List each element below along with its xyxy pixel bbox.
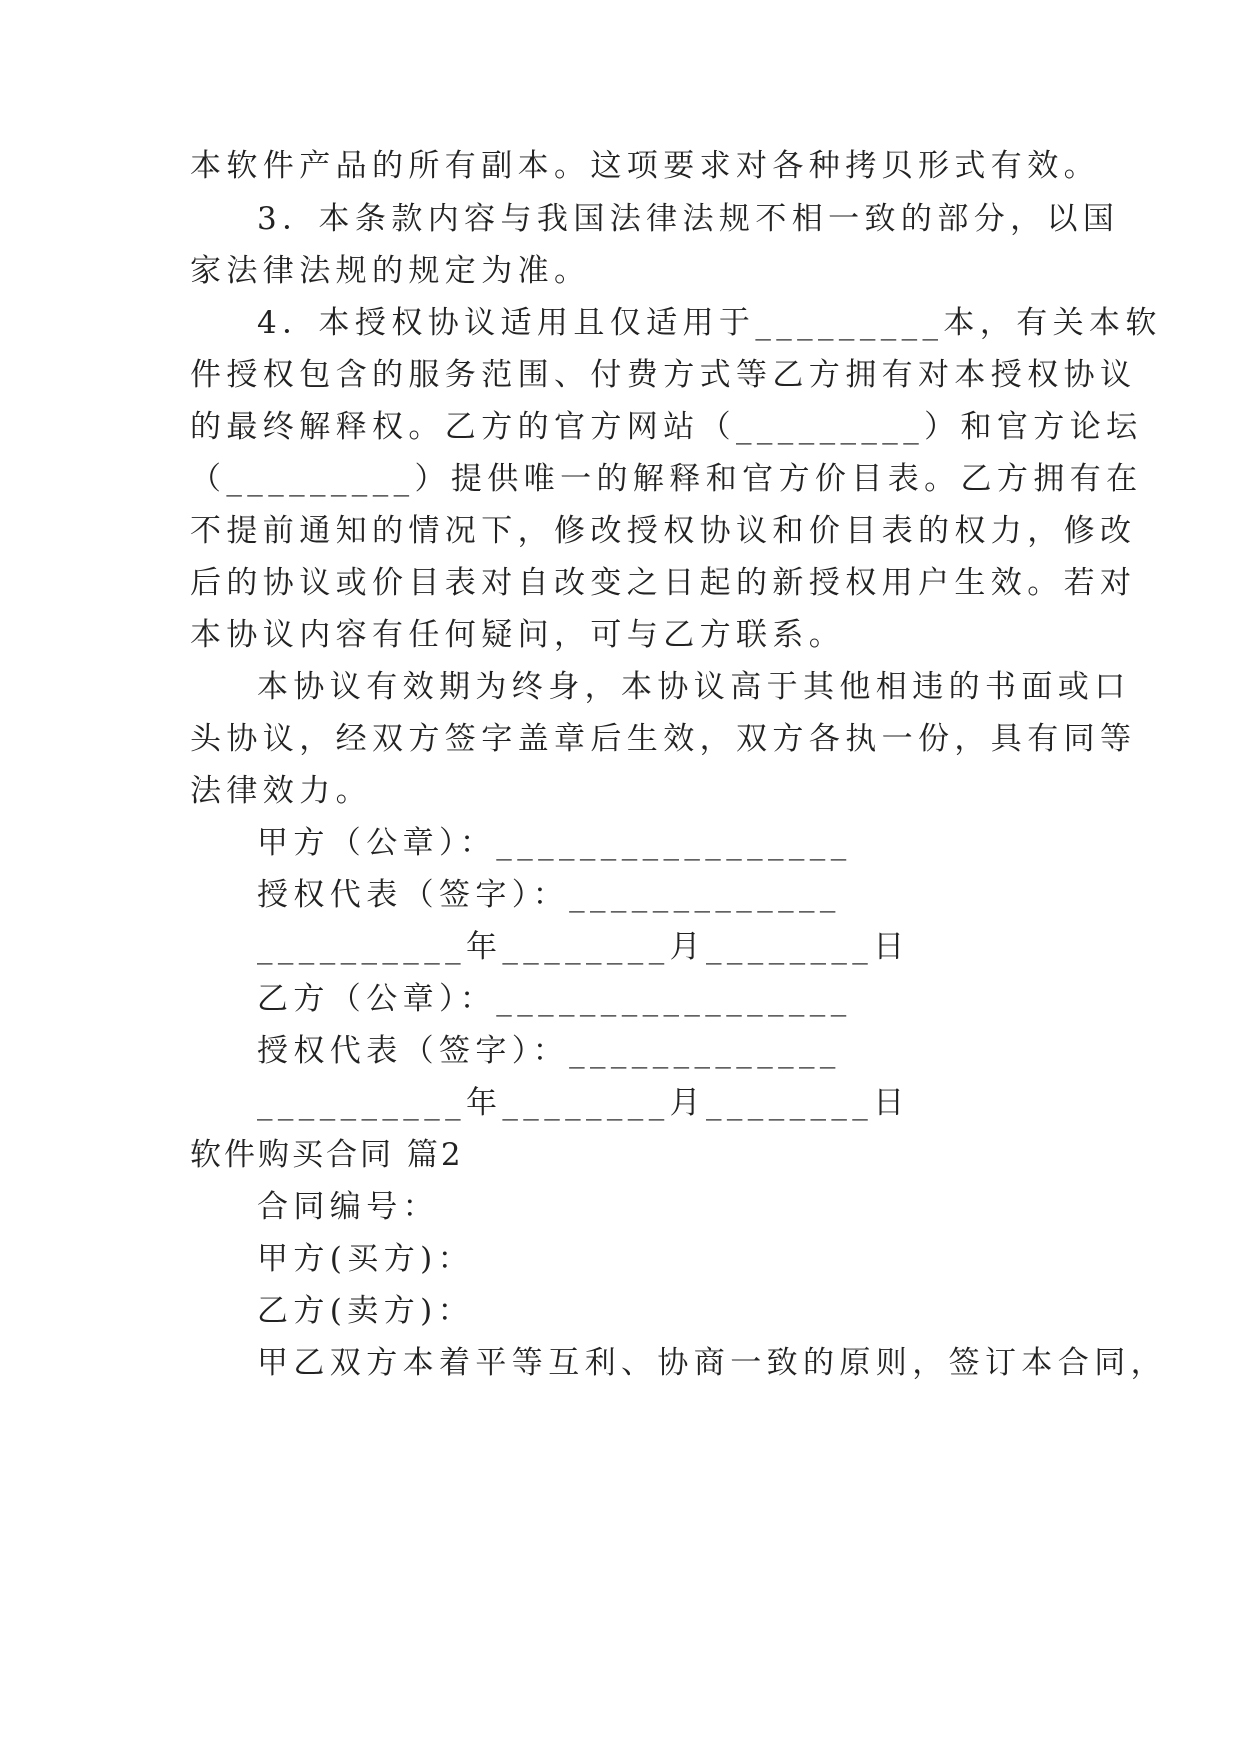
- party-b-representative-line: 授权代表（签字）：_____________: [257, 1033, 841, 1069]
- text-line: （_________）提供唯一的解释和官方价目表。乙方拥有在: [190, 461, 1143, 497]
- text-line: 法律效力。: [190, 773, 372, 809]
- section-heading: 软件购买合同 篇2: [190, 1137, 464, 1173]
- contract-intro-line: 甲乙双方本着平等互利、协商一致的原则，签订本合同，: [257, 1345, 1167, 1381]
- text-line: 家法律法规的规定为准。: [190, 253, 591, 289]
- clause-3: 3．本条款内容与我国法律法规不相一致的部分，以国: [257, 201, 1120, 237]
- contract-number-line: 合同编号：: [257, 1189, 439, 1225]
- party-a-representative-line: 授权代表（签字）：_____________: [257, 877, 841, 913]
- party-b-date-line: __________年________月________日: [257, 1085, 910, 1121]
- text-line: 本协议内容有任何疑问，可与乙方联系。: [190, 617, 846, 653]
- text-line: 后的协议或价目表对自改变之日起的新授权用户生效。若对: [190, 565, 1137, 601]
- validity-paragraph: 本协议有效期为终身，本协议高于其他相违的书面或口: [257, 669, 1131, 705]
- party-b-seal-line: 乙方（公章）：_________________: [257, 981, 852, 1017]
- text-line: 的最终解释权。乙方的官方网站（_________）和官方论坛: [190, 409, 1143, 445]
- text-line: 本软件产品的所有副本。这项要求对各种拷贝形式有效。: [190, 148, 1100, 184]
- seller-line: 乙方(卖方)：: [257, 1293, 474, 1329]
- text-line: 件授权包含的服务范围、付费方式等乙方拥有对本授权协议: [190, 357, 1137, 393]
- party-a-date-line: __________年________月________日: [257, 929, 910, 965]
- text-line: 头协议，经双方签字盖章后生效，双方各执一份，具有同等: [190, 721, 1137, 757]
- text-line: 不提前通知的情况下，修改授权协议和价目表的权力，修改: [190, 513, 1137, 549]
- party-a-seal-line: 甲方（公章）：_________________: [257, 825, 852, 861]
- buyer-line: 甲方(买方)：: [257, 1241, 474, 1277]
- clause-4: 4．本授权协议适用且仅适用于_________本，有关本软: [257, 305, 1162, 341]
